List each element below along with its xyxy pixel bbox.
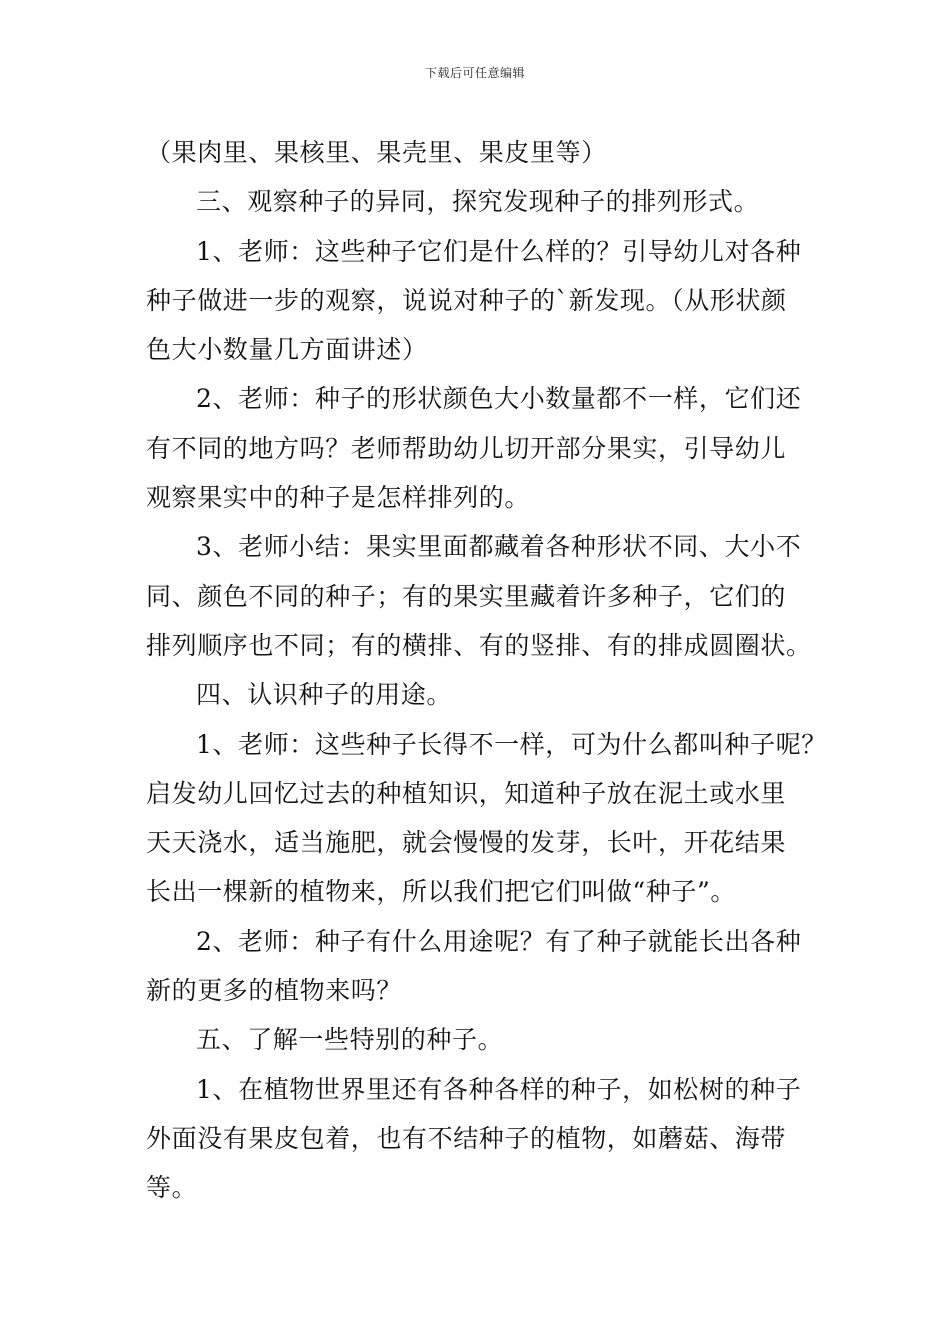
text-line: 1、老师：这些种子长得不一样，可为什么都叫种子呢？ — [196, 729, 827, 759]
text-line: 有不同的地方吗？老师帮助幼儿切开部分果实，引导幼儿 — [146, 433, 787, 463]
text-line: 观察果实中的种子是怎样排列的。 — [146, 483, 531, 513]
text-line: 色大小数量几方面讲述） — [146, 335, 428, 365]
text-line: 五、了解一些特别的种子。 — [196, 1025, 504, 1055]
text-line: 四、认识种子的用途。 — [196, 680, 453, 710]
text-line: 同、颜色不同的种子；有的果实里藏着许多种子，它们的 — [146, 581, 787, 611]
text-line: 等。 — [146, 1173, 198, 1203]
text-line: 2、老师：种子的形状颜色大小数量都不一样，它们还 — [196, 384, 802, 414]
text-line: 排列顺序也不同；有的横排、有的竖排、有的排成圆圈状。 — [146, 630, 812, 660]
document-body — [146, 128, 827, 1213]
text-line: 1、老师：这些种子它们是什么样的？引导幼儿对各种 — [196, 236, 802, 266]
text-line: 1、在植物世界里还有各种各样的种子，如松树的种子 — [196, 1074, 802, 1104]
text-line: 种子做进一步的观察，说说对种子的`新发现。（从形状颜 — [146, 285, 787, 315]
text-line: 2、老师：种子有什么用途呢？有了种子就能长出各种 — [196, 926, 802, 956]
text-line: 3、老师小结：果实里面都藏着各种形状不同、大小不 — [196, 532, 802, 562]
text-line: 三、观察种子的异同，探究发现种子的排列形式。 — [196, 187, 760, 217]
text-line: 外面没有果皮包着，也有不结种子的植物，如蘑菇、海带 — [146, 1123, 787, 1153]
text-line: 新的更多的植物来吗？ — [146, 976, 403, 1006]
text-line: 长出一棵新的植物来，所以我们把它们叫做“种子”。 — [146, 877, 736, 907]
text-line: 天天浇水，适当施肥，就会慢慢的发芽，长叶，开花结果 — [146, 828, 787, 858]
text-line: （果肉里、果核里、果壳里、果皮里等） — [146, 138, 607, 167]
page-header: 下载后可任意编辑 — [424, 66, 525, 80]
text-line: 启发幼儿回忆过去的种植知识，知道种子放在泥土或水里 — [146, 778, 787, 808]
